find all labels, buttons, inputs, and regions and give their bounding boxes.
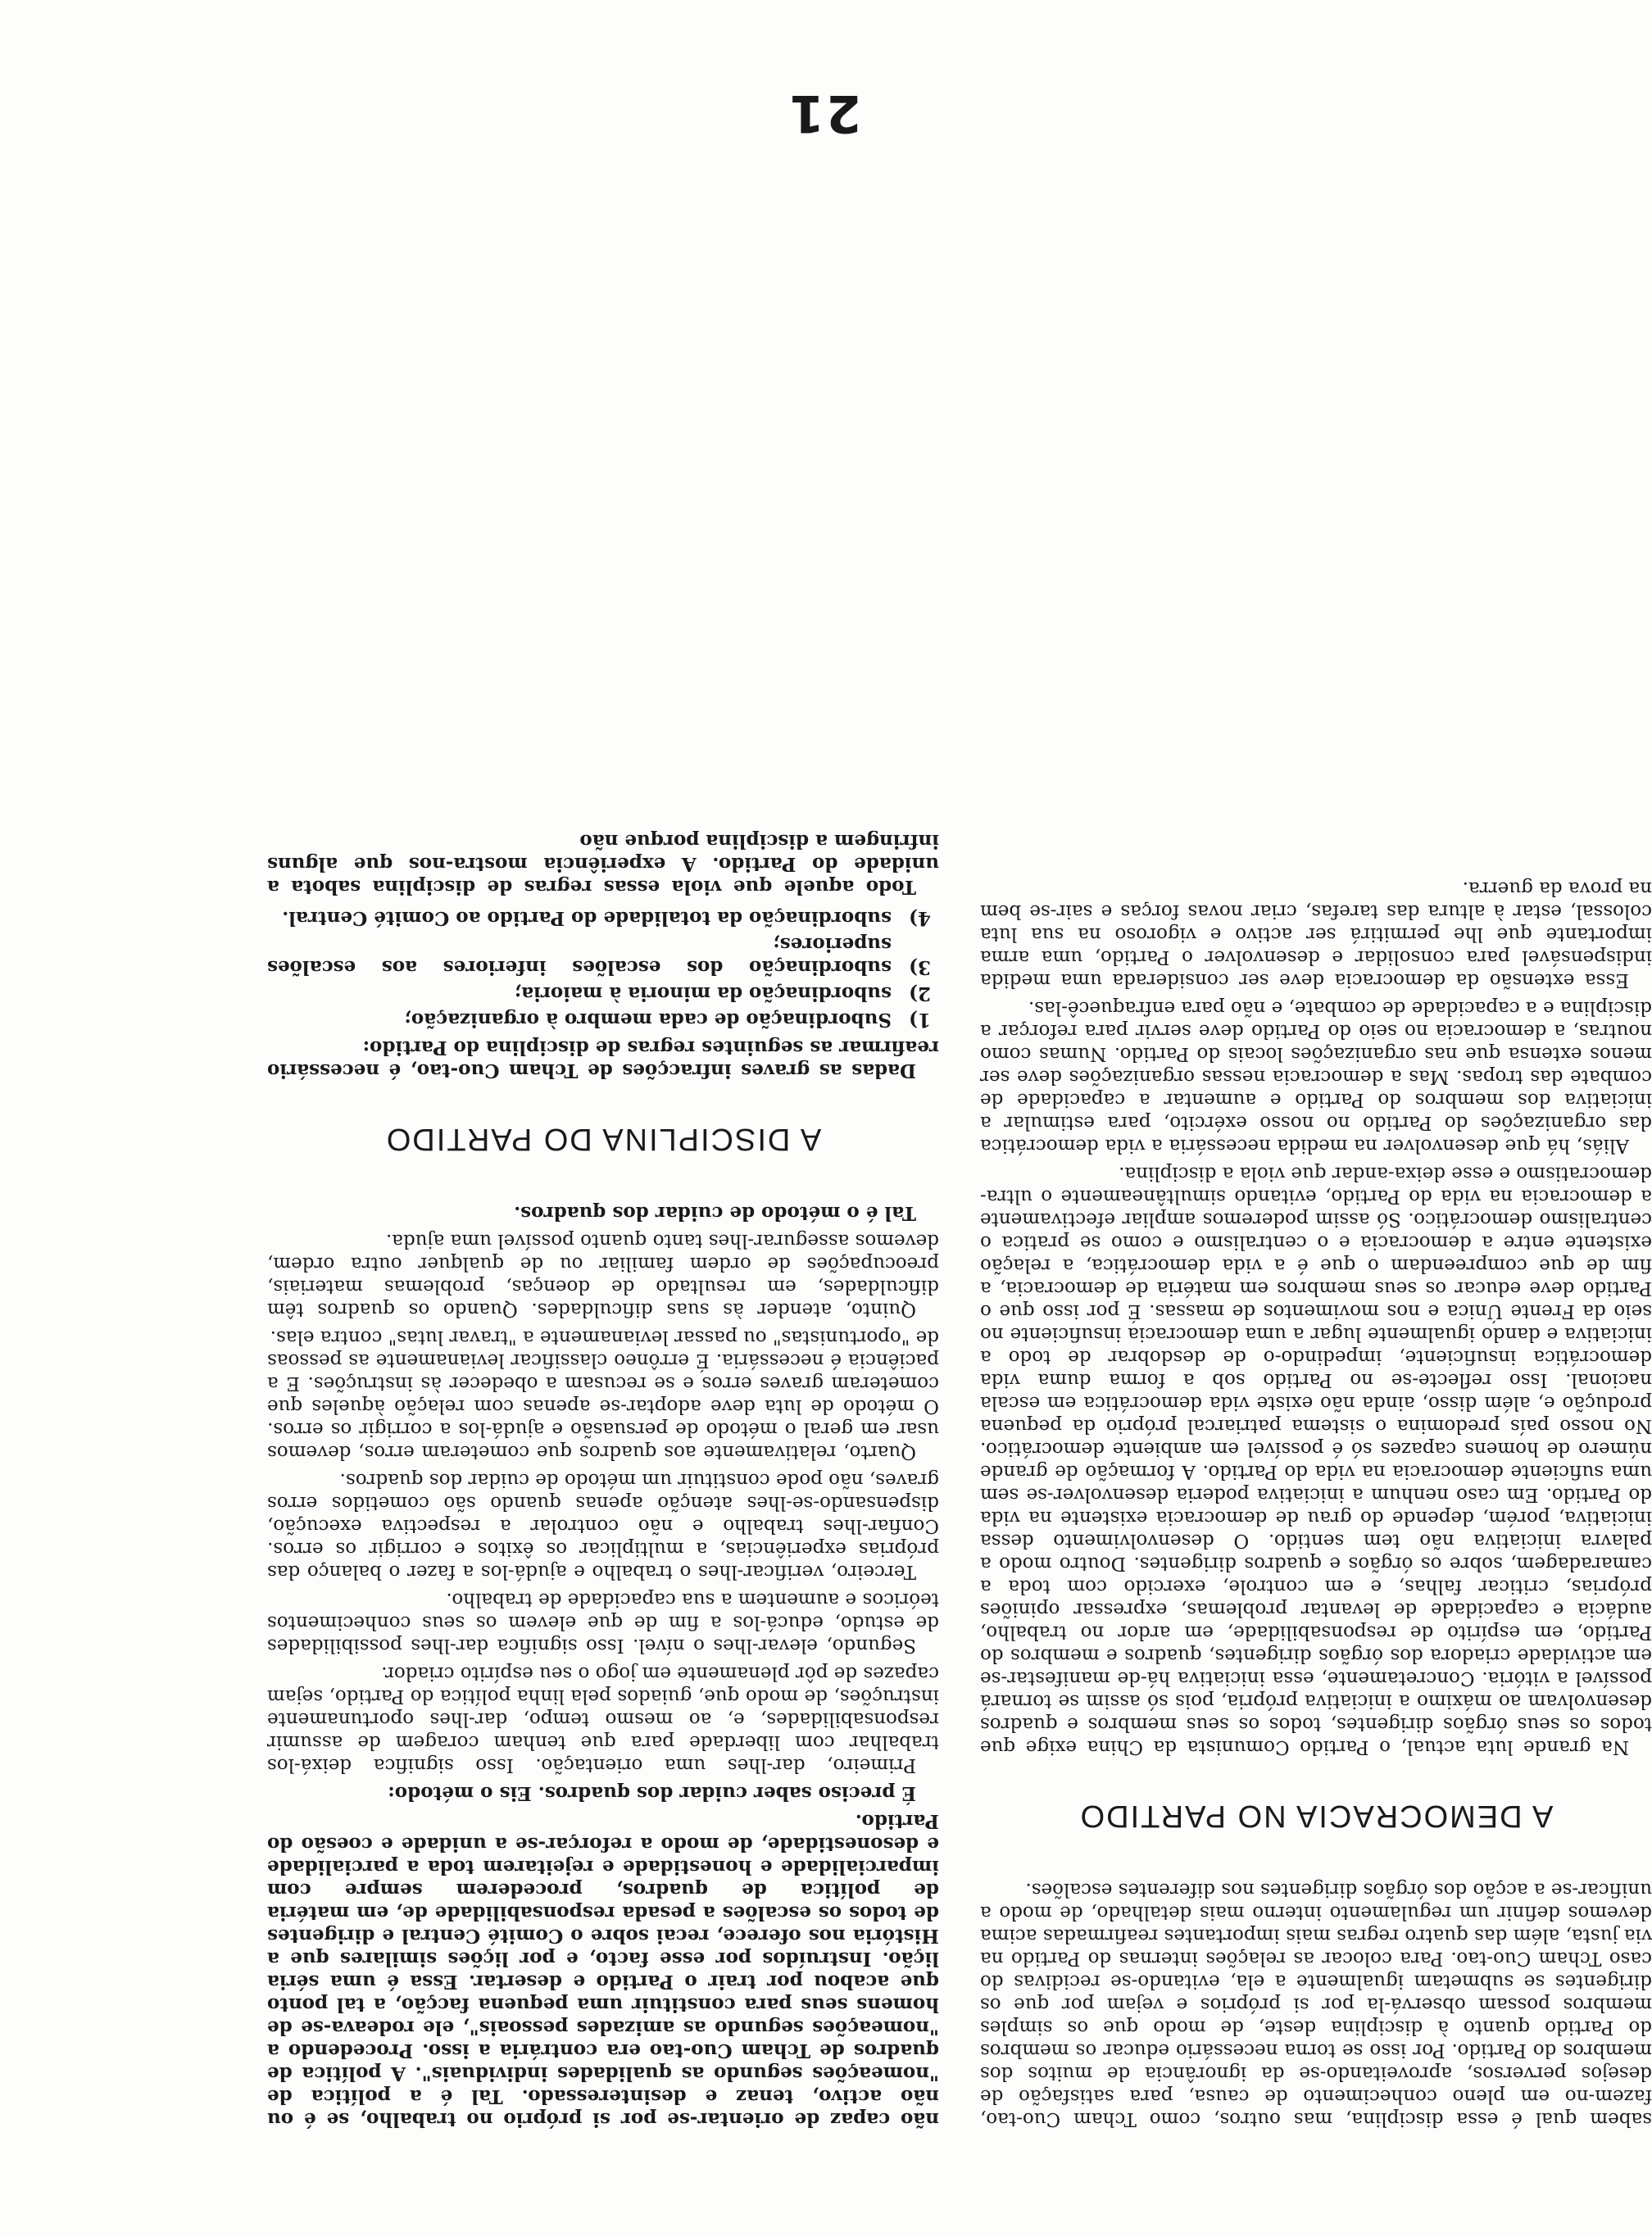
paragraph: Quinto, atender às suas dificuldades. Quando os quadros têm dificuldades, em resultado de doenças, problemas materiais, preocupações de ordem familiar ou de qualquer outra ordem, devemos assegurar-lhes tanto quanto possível uma ajuda. — [267, 1230, 939, 1320]
paragraph: Primeiro, dar-lhes uma orientação. Isso significa deixá-los trabalhar com liberdade para que tenham coragem de assumir responsabilidades, e, ao mesmo tempo, dar-lhes oportunamente instruções, de modo que, guiados pela linha política do Partido, sejam capazes de pôr plenamente em jogo o seu espírito criador. — [267, 1663, 939, 1776]
paragraph: Dadas as graves infracções de Tcham Cuo-tao, é necessário reafirmar as seguintes regras de disciplina do Partido: — [267, 1037, 939, 1082]
list-item-text: Subordinação de cada membro à organização; — [404, 1009, 892, 1031]
list-item-text: subordinação dos escalões inferiores aos escalões superiores; — [267, 933, 892, 978]
list-item — [267, 906, 939, 929]
column-left — [980, 0, 1652, 2130]
list-item-text: subordinação da totalidade do Partido ao Comité Central. — [282, 907, 892, 929]
paragraph: sabem qual é essa disciplina, mas outros, como Tcham Cuo-tao, fazem-no em pleno conhecimento de causa, para satisfação de desejos perversos, aproveitando-se da ignorância de muitos dos membros do Partido. Por isso se torna necessário educar os membros do Partido quanto à disciplina deste, de modo que os simples membros possam observá-la por si próprios e vejam por que os dirigentes se submetam igualmente a ela, evitando-se recidivas do caso Tcham Cuo-tao. Para colocar as relações internas do Partido na via justa, além das quatro regras mais importantes reafirmadas acima devemos definir um regulamento interno mais detalhado, de modo a unificar-se a acção dos órgãos dirigentes nos diferentes escalões. — [980, 1879, 1652, 2130]
list-item — [267, 1008, 939, 1031]
list-item-number: 3) — [909, 956, 931, 978]
paragraph: Na grande luta actual, o Partido Comunista da China exige que todos os seus órgãos dirigentes, todos os seus membros e quadros desenvolvam ao máximo a iniciativa própria, pois só assim se tornará possível a vitória. Concretamente, essa iniciativa há-de manifestar-se em actividade criadora dos órgãos dirigentes, quadros e membros do Partido, em espírito de responsabilidade, em ardor no trabalho, audácia e capacidade de levantar problemas, expressar opiniões próprias, criticar falhas, e em controle, exercido com toda a camaradagem, sobre os órgãos e quadros dirigentes. Doutro modo a palavra iniciativa não tem sentido. O desenvolvimento dessa iniciativa, porém, depende do grau de democracia existente na vida do Partido. Em caso nenhum a iniciativa poderia desenvolver-se sem uma suficiente democracia na vida do Partido. A formação de grande número de homens capazes só é possível em ambiente democrático. No nosso país predomina o sistema patriarcal próprio da pequena produção e, além disso, ainda não existe vida democrática em escala nacional. Isso reflecte-se no Partido sob a forma duma vida democrática insuficiente, impedindo-o de desdobrar de todo a iniciativa e dando igualmente lugar a uma democracia insuficiente no seio da Frente Única e nos movimentos de massas. É por isso que o Partido deve educar os seus membros em matéria de democracia, a fim de que compreendam o que é a vida democrática, a relação existente entre a democracia e o centralismo e como se pratica o centralismo democrático. Só assim poderemos ampliar efectivamente a democracia na vida do Partido, evitando simultâneamente o ultra-democratismo e esse deixa-andar que viola a disciplina. — [980, 1163, 1652, 1758]
paragraph: Aliás, há que desenvolver na medida necessária a vida democrática das organizações do Partido no nosso exército, para estimular a iniciativa dos membros do Partido e aumentar a capacidade de combate das tropas. Mas a democracia nessas organizações deve ser menos extensa que nas organizações locais do Partido. Numas como noutras, a democracia no seio do Partido deve servir para reforçar a disciplina e a capacidade de combate, e não para enfraquecê-las. — [980, 997, 1652, 1156]
discipline-rules-list — [267, 906, 939, 1031]
list-item-text: subordinação da minoria à maioria; — [514, 982, 892, 1005]
page-number: 21 — [787, 84, 862, 143]
list-item-number: 2) — [909, 982, 931, 1005]
paragraph: Terceiro, verificar-lhes o trabalho e ajudá-los a fazer o balanço das próprias experiências, a multiplicar os êxitos e corrigir os erros. Confiar-lhes trabalho e não controlar a respectiva execução, dispensando-se-lhes atenção apenas quando são cometidos erros graves, não pode constituir um método de cuidar dos quadros. — [267, 1469, 939, 1582]
paragraph: Essa extensão da democracia deve ser considerada uma medida indispensável para consolidar e desenvolver o Partido, uma arma importante que lhe permitirá ser activo e vigoroso na sua luta colossal, estar à altura das tarefas, criar novas forças e sair-se bem na prova da guerra. — [980, 878, 1652, 991]
section-heading-democracy: A DEMOCRACIA NO PARTIDO — [1078, 1799, 1554, 1833]
paragraph: Tal é o método de cuidar dos quadros. — [514, 1202, 916, 1224]
paragraph: Quarto, relativamente aos quadros que cometeram erros, devemos usar em geral o método de persuasão e ajudá-los a corrigir os erros. O método de luta deve adoptar-se apenas com relação àqueles que cometeram graves erros e se recusam a obedecer às instruções. E a paciência é necessária. É errôneo classificar levianamente as pessoas de "oportunistas" ou passar levianamente a "travar lutas" contra elas. — [267, 1327, 939, 1463]
paragraph: Todo aquele que viola essas regras de disciplina sabota a unidade do Partido. A experiência mostra-nos que alguns infringem a disciplina porque não — [267, 830, 939, 898]
list-item — [267, 932, 939, 978]
paragraph: não capaz de orientar-se por si próprio no trabalho, se é ou não activo, tenaz e desinteressado. Tal é a política de "nomeações segundo as qualidades individuais". A política de quadros de Tcham Cuo-tao era contrária a isso. Procedendo a "nomeações segundo as amizades pessoais", ele rodeava-se de homens seus para constituir uma pequena facção, a tal ponto que acabou por trair o Partido e desertar. Essa é uma séria lição. Instruídos por esse facto, e por lições similares que a História nos oferece, recai sobre o Comité Central e dirigentes de todos os escalões a pesada responsabilidade de, em matéria de política de quadros, procederem sempre com imparcialidade e honestidade e rejeitarem toda a parcialidade e desonestidade, de modo a reforçar-se a unidade e coesão do Partido. — [267, 1810, 939, 2130]
paragraph: Segundo, elevar-lhes o nível. Isso significa dar-lhes possibilidades de estudo, educá-los a fim de que elevem os seus conhecimentos teóricos e aumentem a sua capacidade de trabalho. — [267, 1589, 939, 1656]
list-item-number: 4) — [909, 907, 931, 929]
paragraph: É preciso saber cuidar dos quadros. Eis o método: — [388, 1782, 916, 1804]
list-item-number: 1) — [909, 1009, 931, 1031]
section-heading-discipline: A DISCIPLINA DO PARTIDO — [384, 1122, 822, 1156]
list-item — [267, 982, 939, 1005]
column-right — [267, 0, 939, 2130]
